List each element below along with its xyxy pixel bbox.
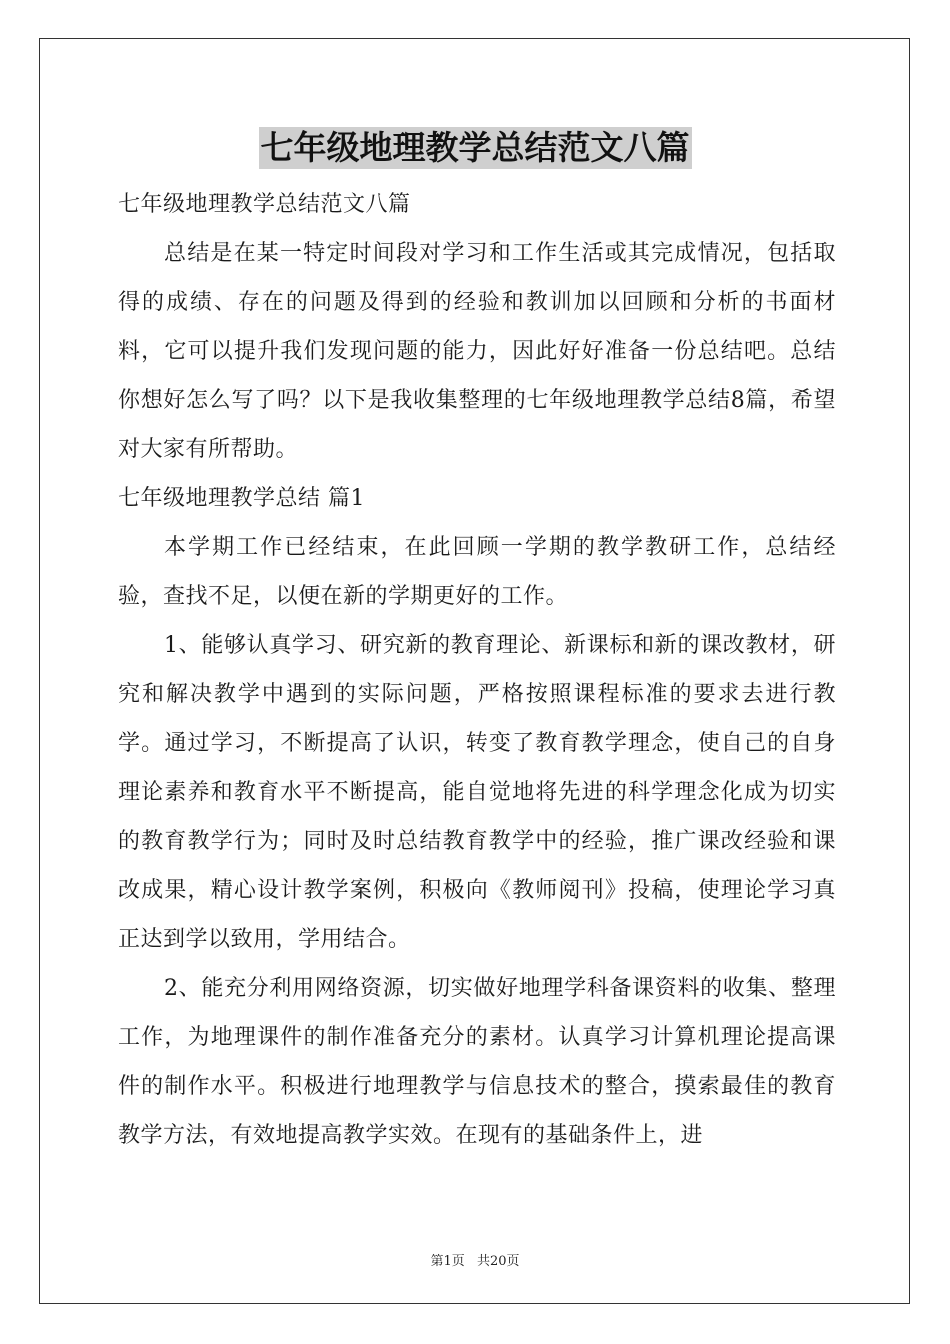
page-footer — [0, 1250, 950, 1269]
section-paragraph-3: 2、能充分利用网络资源，切实做好地理学科备课资料的收集、整理工作，为地理课件的制作准备充分的素材。认真学习计算机理论提高课件的制作水平。积极进行地理教学与信息技术的整合，摸索最佳的教育教学方法，有效地提高教学实效。在现有的基础条件上，进 — [118, 976, 836, 1148]
title-container — [0, 127, 950, 169]
section-paragraph-1: 本学期工作已经结束，在此回顾一学期的教学教研工作，总结经验，查找不足，以便在新的学期更好的工作。 — [118, 535, 836, 609]
intro-paragraph: 总结是在某一特定时间段对学习和工作生活或其完成情况，包括取得的成绩、存在的问题及得到的经验和教训加以回顾和分析的书面材料，它可以提升我们发现问题的能力，因此好好准备一份总结吧。总结你想好怎么写了吗？以下是我收集整理的七年级地理教学总结8篇，希望对大家有所帮助。 — [118, 241, 836, 462]
document-subtitle: 七年级地理教学总结范文八篇 — [118, 192, 411, 217]
page-number-current: 第1页 — [430, 1254, 465, 1269]
section-paragraph-2: 1、能够认真学习、研究新的教育理论、新课标和新的课改教材，研究和解决教学中遇到的实际问题，严格按照课程标准的要求去进行教学。通过学习，不断提高了认识，转变了教育教学理念，使自己的自身理论素养和教育水平不断提高，能自觉地将先进的科学理念化成为切实的教育教学行为；同时及时总结教育教学中的经验，推广课改经验和课改成果，精心设计教学案例，积极向《教师阅刊》投稿，使理论学习真正达到学以致用，学用结合。 — [118, 633, 836, 952]
page-number-total: 共20页 — [476, 1254, 520, 1269]
document-title: 七年级地理教学总结范文八篇 — [260, 128, 690, 167]
document-body — [118, 180, 836, 1160]
section-heading: 七年级地理教学总结 篇1 — [118, 486, 365, 511]
